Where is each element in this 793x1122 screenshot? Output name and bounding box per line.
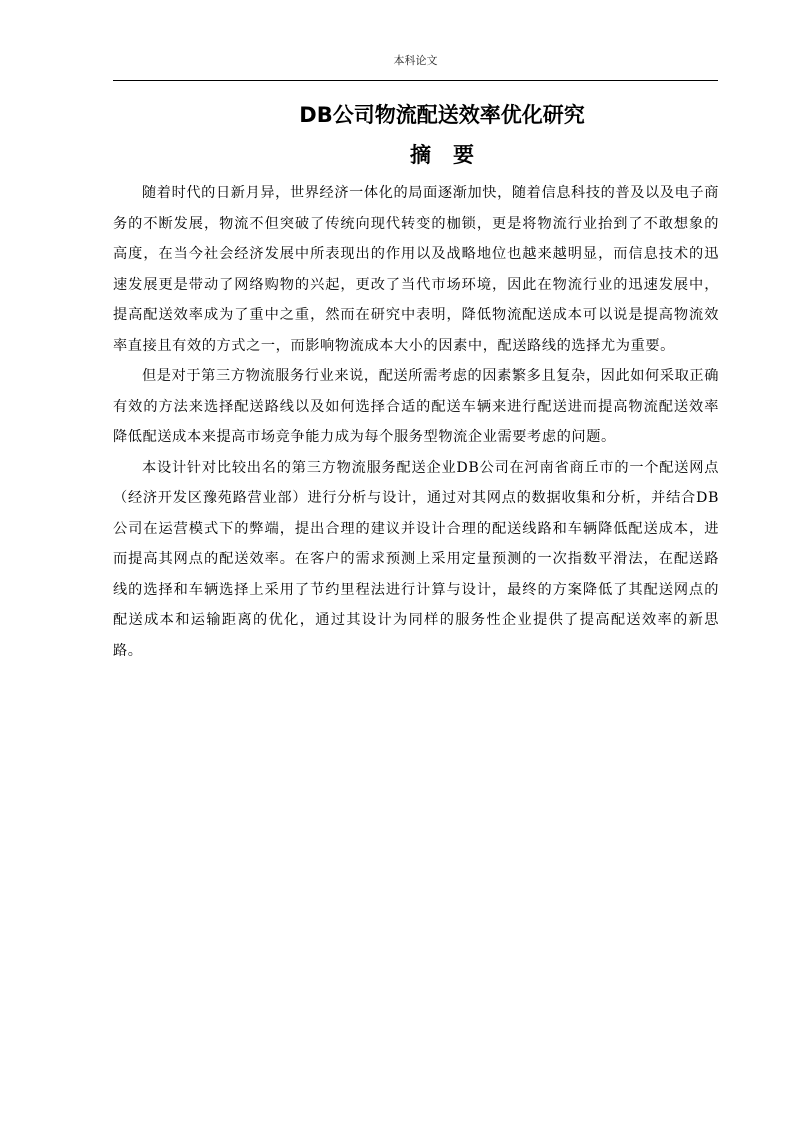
running-header: 本科论文 [393,54,438,67]
header-divider [113,80,718,81]
paper-title: DB公司物流配送效率优化研究 [299,103,585,127]
abstract-paragraph-3: 本设计针对比较出名的第三方物流服务配送企业DB公司在河南省商丘市的一个配送网点（经济开发区豫苑路营业部）进行分析与设计，通过对其网点的数据收集和分析，并结合DB公司在运营模式下的弊端，提出合理的建议并设计合理的配送线路和车辆降低配送成本，进而提高其网点的配送效率。在客户的需求预测上采用定量预测的一次指数平滑法，在配送路线的选择和车辆选择上采用了节约里程法进行计算与设计，最终的方案降低了其配送网点的配送成本和运输距离的优化，通过其设计为同样的服务性企业提供了提高配送效率的新思路。 [113,459,719,659]
abstract-heading: 摘要 [410,143,496,167]
abstract-paragraph-2: 但是对于第三方物流服务行业来说，配送所需考虑的因素繁多且复杂，因此如何采取正确有效的方法来选择配送路线以及如何选择合适的配送车辆来进行配送进而提高物流配送效率降低配送成本来提高市场竞争能力成为每个服务型物流企业需要考虑的问题。 [113,368,719,445]
abstract-body [113,178,719,666]
abstract-paragraph-1: 随着时代的日新月异，世界经济一体化的局面逐渐加快，随着信息科技的普及以及电子商务的不断发展，物流不但突破了传统向现代转变的枷锁，更是将物流行业抬到了不敢想象的高度，在当今社会经济发展中所表现出的作用以及战略地位也越来越明显，而信息技术的迅速发展更是带动了网络购物的兴起，更改了当代市场环境，因此在物流行业的迅速发展中，提高配送效率成为了重中之重，然而在研究中表明，降低物流配送成本可以说是提高物流效率直接且有效的方式之一，而影响物流成本大小的因素中，配送路线的选择尤为重要。 [113,185,719,354]
